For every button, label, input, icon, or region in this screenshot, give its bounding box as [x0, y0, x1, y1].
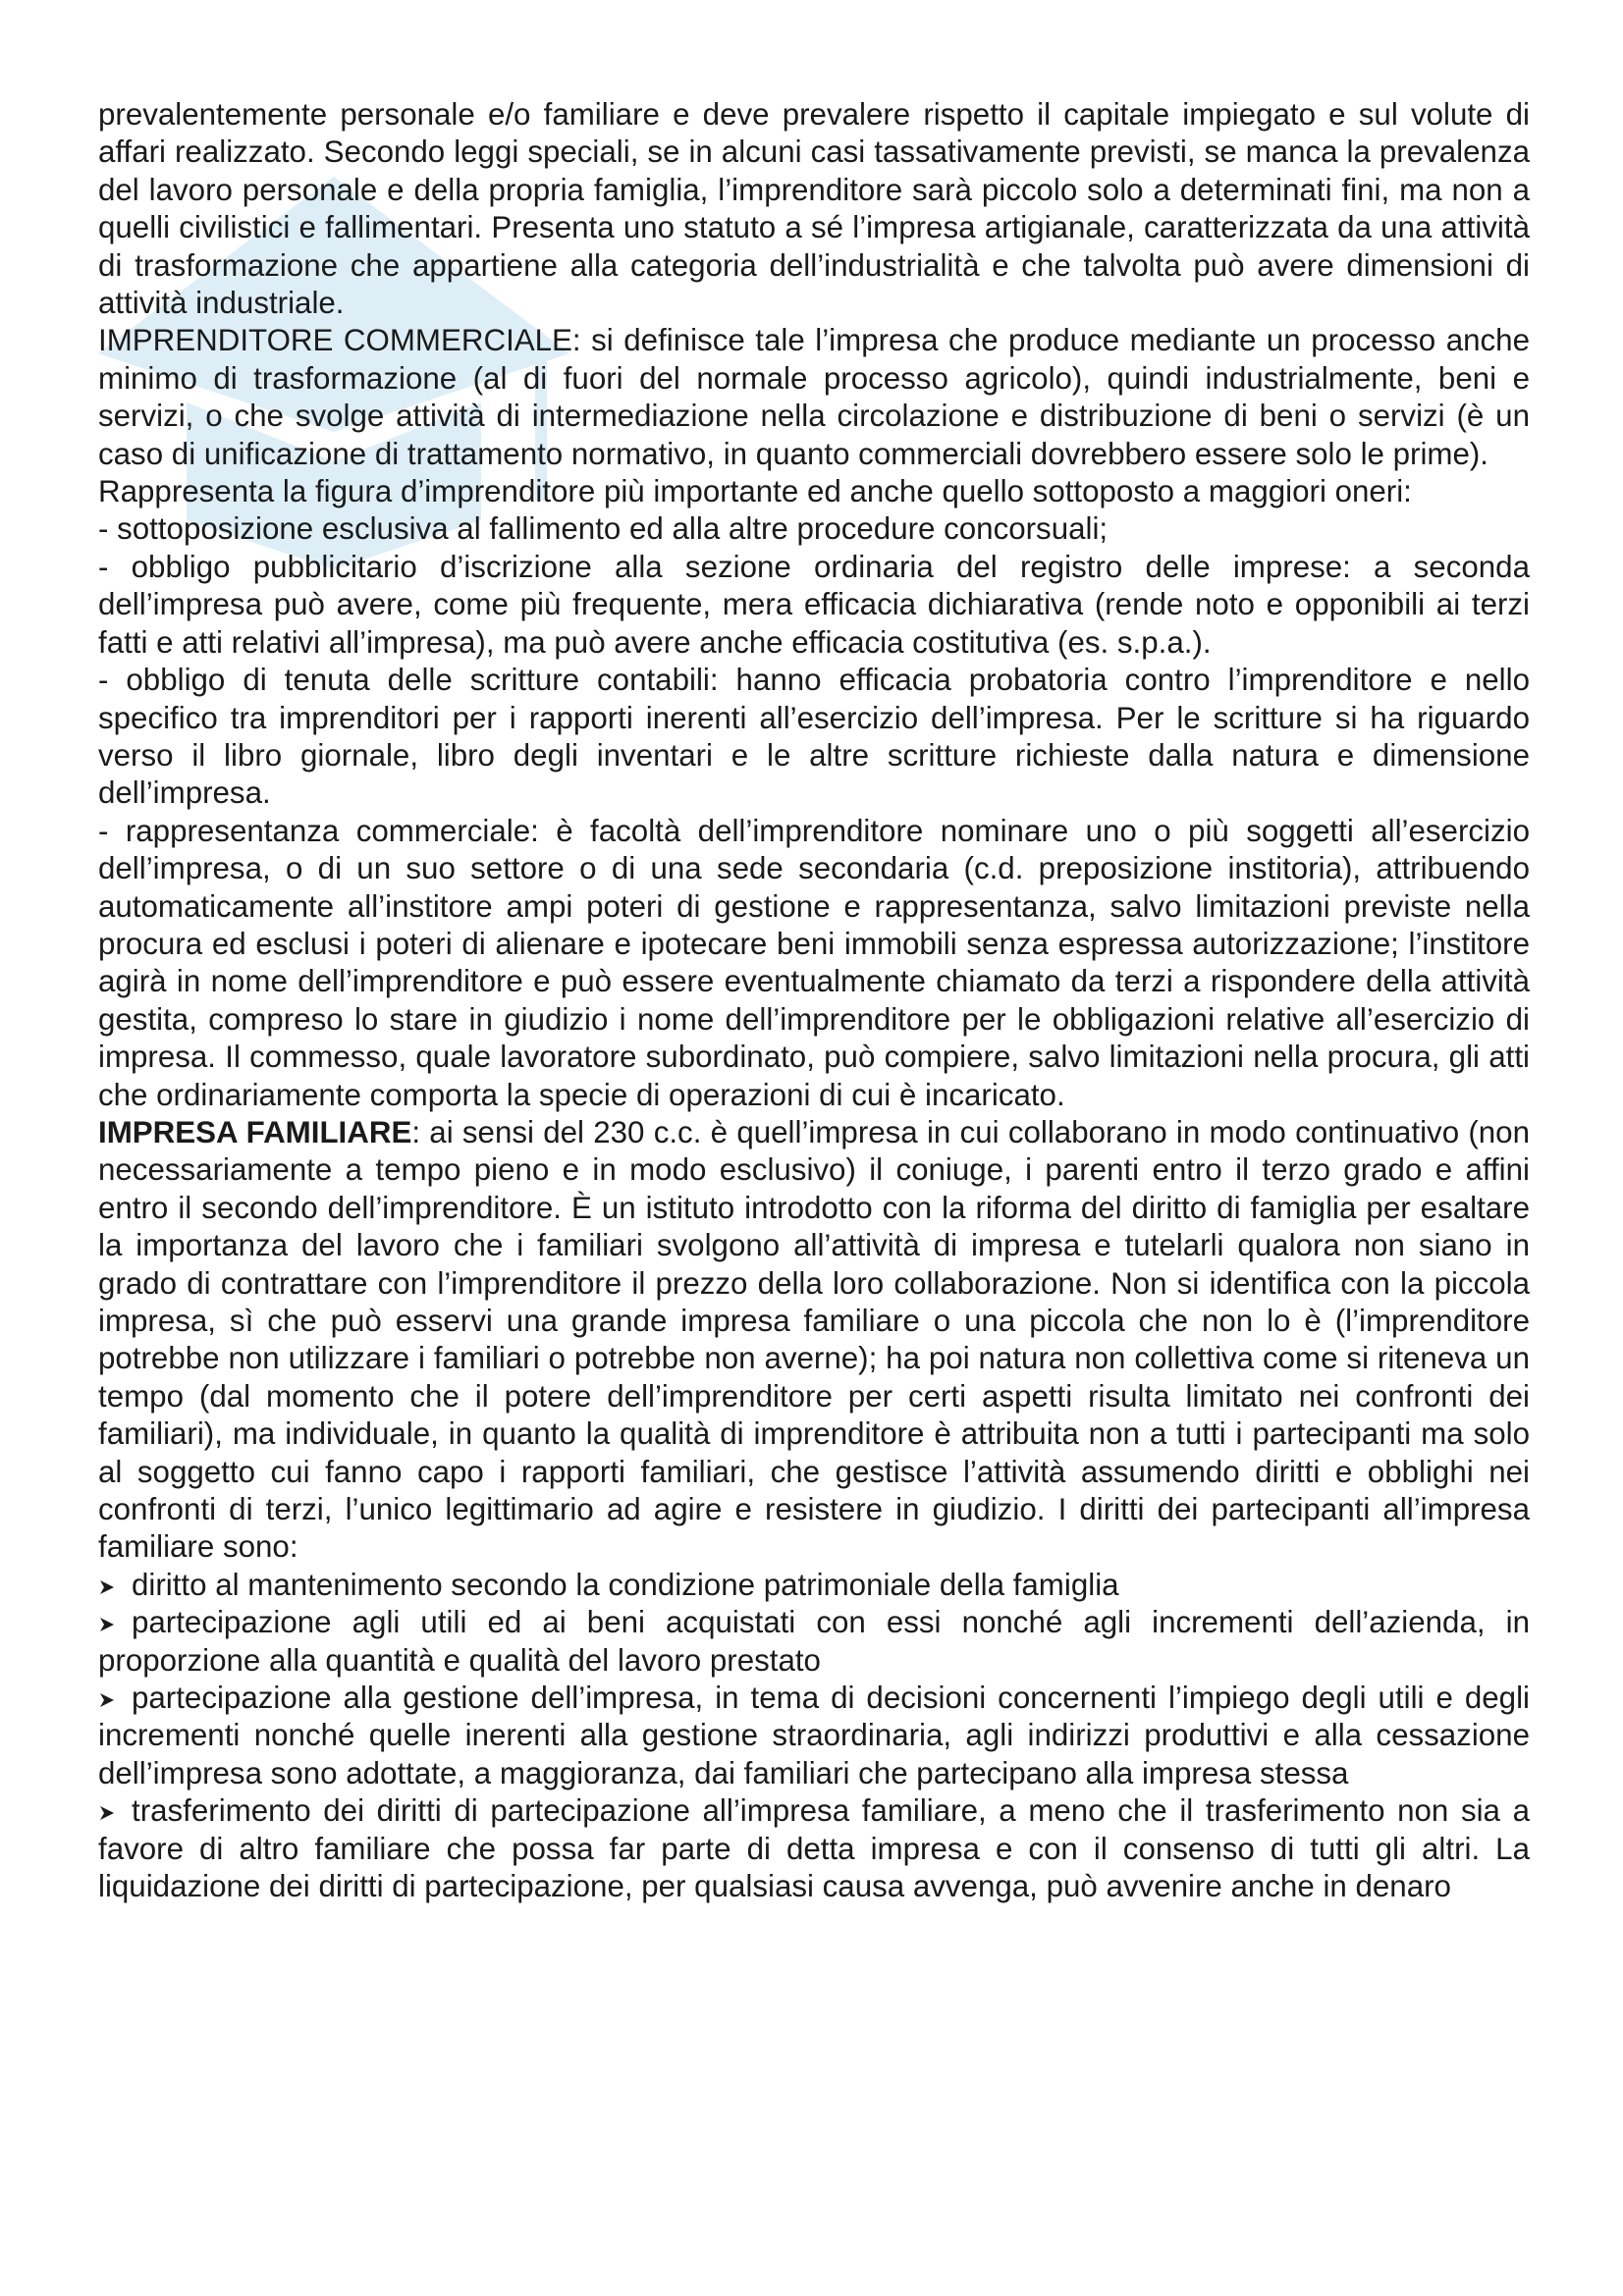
paragraph-scritture-contabili: - obbligo di tenuta delle scritture contabili: hanno efficacia probatoria contro l’imprenditore e nello specifico tra imprenditori per i rapporti inerenti all’esercizio dell’impresa. Per le scritture si ha riguardo verso il libro giornale, libro degli inventari e le altre scritture richieste dalla natura e dimensione dell’impresa. [98, 663, 1530, 811]
bullet-item [98, 1567, 1530, 1604]
paragraph-piccolo-imprenditore: prevalentemente personale e/o familiare e deve prevalere rispetto il capitale impiegato e sul volute di affari realizzato. Secondo leggi speciali, se in alcuni casi tassativamente previsti, se manca la prevalenza del lavoro personale e della propria famiglia, l’imprenditore sarà piccolo solo a determinati fini, ma non a quelli civilistici e fallimentari. Presenta uno statuto a sé l’impresa artigianale, caratterizzata da una attività di trasformazione che appartiene alla categoria dell’industrialità e che talvolta può avere dimensioni di attività industriale. [98, 97, 1530, 321]
arrow-bullet-icon [98, 1567, 116, 1604]
bullet-item [98, 1680, 1530, 1792]
paragraph-rappresentanza-commerciale: - rappresentanza commerciale: è facoltà dell’imprenditore nominare uno o più soggetti all’esercizio dell’impresa, o di un suo settore o di una sede secondaria (c.d. preposizione institoria), attribuendo automaticamente all’institore ampi poteri di gestione e rappresentanza, salvo limitazioni previste nella procura ed esclusi i poteri di alienare e ipotecare beni immobili senza espressa autorizzazione; l’institore agirà in nome dell’imprenditore e può essere eventualmente chiamato da terzi a rispondere della attività gestita, compreso lo stare in giudizio i nome dell’imprenditore per le obbligazioni relative all’esercizio di impresa. Il commesso, quale lavoratore subordinato, può compiere, salvo limitazioni nella procura, gli atti che ordinariamente comporta la specie di operazioni di cui è incaricato. [98, 813, 1530, 1112]
document-page [98, 96, 1530, 1906]
bullet-text: trasferimento dei diritti di partecipazione all’impresa familiare, a meno che il trasferimento non sia a favore di altro familiare che possa far parte di detta impresa e con il consenso di tutti gli altri. La liquidazione dei diritti di partecipazione, per qualsiasi causa avvenga, può avvenire anche in denaro [98, 1793, 1530, 1904]
bullet-text: partecipazione alla gestione dell’impresa, in tema di decisioni concernenti l’impiego degli utili e degli incrementi nonché quelle inerenti alla gestione straordinaria, agli indirizzi produttivi e alla cessazione dell’impresa sono adottate, a maggioranza, dai familiari che partecipano alla impresa stessa [98, 1681, 1530, 1790]
arrow-bullet-icon [98, 1792, 116, 1830]
arrow-bullet-icon [98, 1604, 116, 1641]
bullet-item [98, 1604, 1530, 1680]
paragraph-obbligo-pubblicitario: - obbligo pubblicitario d’iscrizione alla sezione ordinaria del registro delle imprese: a seconda dell’impresa può avere, come più frequente, mera efficacia dichiarativa (rende noto e opponibili ai terzi fatti e atti relativi all’impresa), ma può avere anche efficacia costitutiva (es. s.p.a.). [98, 549, 1530, 660]
bullet-text: partecipazione agli utili ed ai beni acquistati con essi nonché agli incrementi dell’azienda, in proporzione alla quantità e qualità del lavoro prestato [98, 1605, 1530, 1678]
impresa-familiare-body: : ai sensi del 230 c.c. è quell’impresa in cui collaborano in modo continuativo (non necessariamente a tempo pieno e in modo esclusivo) il coniuge, i parenti entro il terzo grado e affini entro il secondo dell’imprenditore. È un istituto introdotto con la riforma del diritto di famiglia per esaltare la importanza del lavoro che i familiari svolgono all’attività di impresa e tutelarli qualora non siano in grado di contrattare con l’imprenditore il prezzo della loro collaborazione. Non si identifica con la piccola impresa, sì che può esservi una grande impresa familiare o una piccola che non lo è (l’imprenditore potrebbe non utilizzare i familiari o potrebbe non averne); ha poi natura non collettiva come si riteneva un tempo (dal momento che il potere dell’imprenditore per certi aspetti risulta limitato nei confronti dei familiari), ma individuale, in quanto la qualità di imprenditore è attribuita non a tutti i partecipanti ma solo al soggetto cui fanno capo i rapporti familiari, che gestisce l’attività assumendo diritti e obblighi nei confronti di terzi, l’unico legittimario ad agire e resistere in giudizio. I diritti dei partecipanti all’impresa familiare sono: [98, 1114, 1530, 1565]
paragraph-fallimento: - sottoposizione esclusiva al fallimento ed alla altre procedure concorsuali; [98, 511, 1109, 547]
paragraph-oneri-intro: Rappresenta la figura d’imprenditore più importante ed anche quello sottoposto a maggiori oneri: [98, 474, 1412, 509]
paragraph-impresa-familiare [98, 1114, 1530, 1567]
bullet-text: diritto al mantenimento secondo la condizione patrimoniale della famiglia [132, 1567, 1119, 1602]
impresa-familiare-heading: IMPRESA FAMILIARE [98, 1114, 412, 1149]
bullet-item [98, 1792, 1530, 1905]
arrow-bullet-icon [98, 1680, 116, 1717]
paragraph-imprenditore-commerciale: IMPRENDITORE COMMERCIALE: si definisce tale l’impresa che produce mediante un processo anche minimo di trasformazione (al di fuori del normale processo agricolo), quindi industrialmente, beni e servizi, o che svolge attività di intermediazione nella circolazione e distribuzione di beni o servizi (è un caso di unificazione di trattamento normativo, in quanto commerciali dovrebbero essere solo le prime). [98, 323, 1530, 471]
